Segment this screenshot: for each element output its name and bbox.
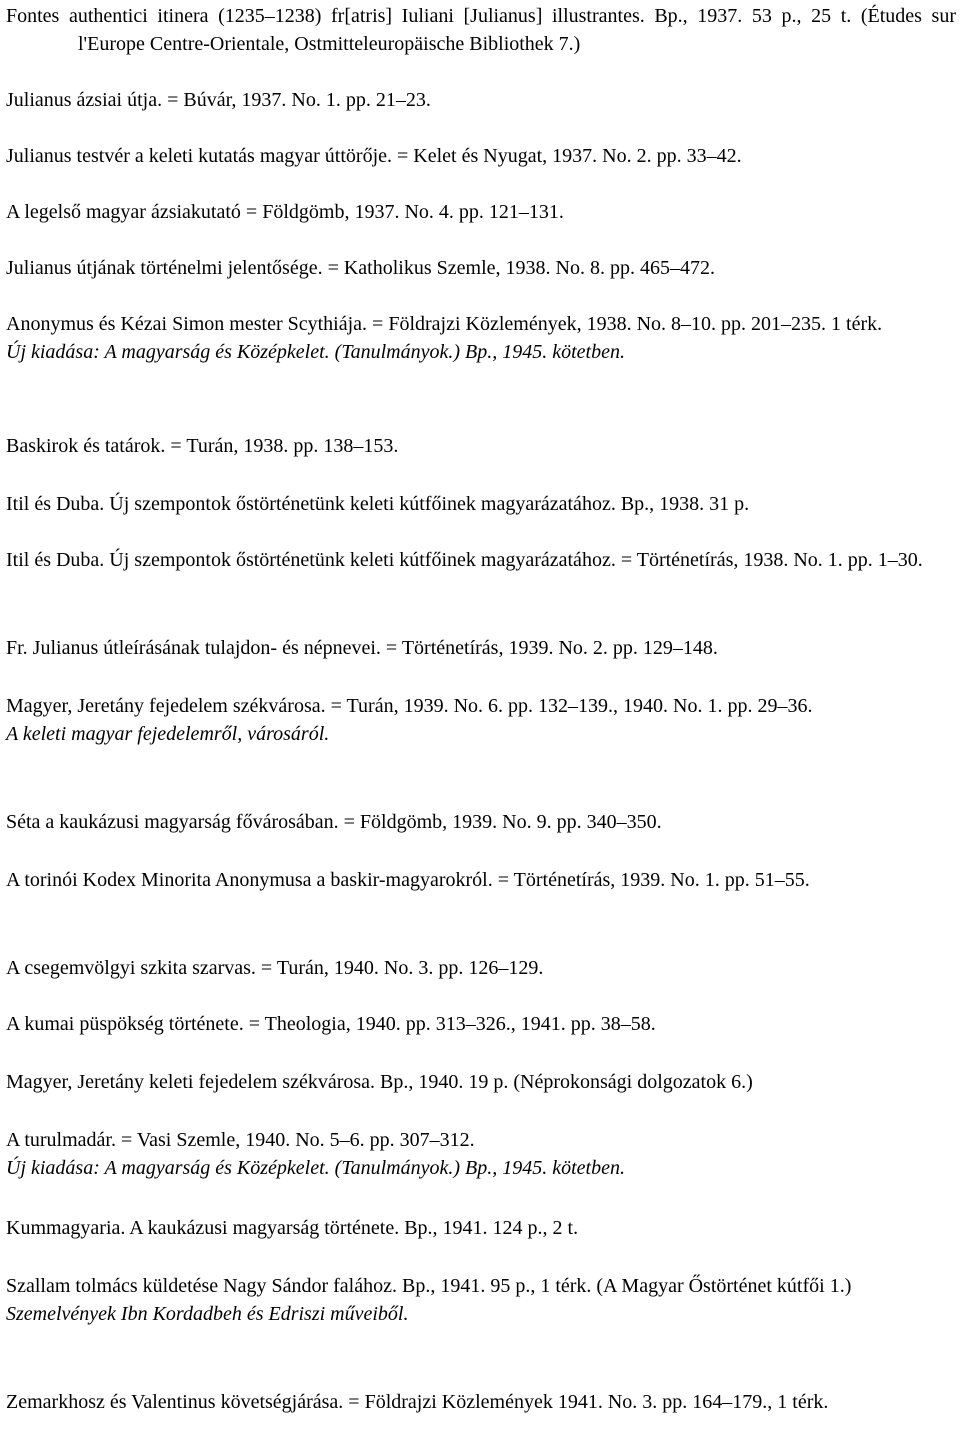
entry-text: Kummagyaria. A kaukázusi magyarság története. Bp., 1941. 124 p., 2 t. (6, 1217, 579, 1239)
entry-note: Új kiadása: A magyarság és Középkelet. (Tanulmányok.) Bp., 1945. kötetben. (6, 341, 625, 363)
entry-text: A kumai püspökség története. = Theologia, 1940. pp. 313–326., 1941. pp. 38–58. (6, 1013, 656, 1035)
entry-note: A keleti magyar fejedelemről, városáról. (6, 723, 330, 745)
entry-note: Új kiadása: A magyarság és Középkelet. (Tanulmányok.) Bp., 1945. kötetben. (6, 1157, 625, 1179)
entry-text: Séta a kaukázusi magyarság fővárosában. = Földgömb, 1939. No. 9. pp. 340–350. (6, 811, 662, 833)
bibliography-entry (6, 1126, 956, 1182)
bibliography-entry (6, 86, 956, 114)
bibliography-entry (6, 1214, 956, 1242)
bibliography-entry (6, 954, 956, 982)
entry-text: A turulmadár. = Vasi Szemle, 1940. No. 5–6. pp. 307–312. (6, 1129, 475, 1151)
bibliography-entry (6, 1010, 956, 1038)
entry-text: Anonymus és Kézai Simon mester Scythiája. = Földrajzi Közlemények, 1938. No. 8–10. pp. 201–235. 1 térk. (6, 313, 883, 335)
bibliography-entry (6, 310, 956, 366)
bibliography-entry (6, 432, 956, 460)
bibliography-entry (6, 866, 956, 894)
entry-text: Julianus ázsiai útja. = Búvár, 1937. No. 1. pp. 21–23. (6, 89, 431, 111)
bibliography-entry (6, 546, 956, 574)
entry-text: A torinói Kodex Minorita Anonymusa a baskir-magyarokról. = Történetírás, 1939. No. 1. pp. 51–55. (6, 869, 810, 891)
bibliography-entry (6, 490, 956, 518)
bibliography-entry (6, 808, 956, 836)
entry-text: Fr. Julianus útleírásának tulajdon- és népnevei. = Történetírás, 1939. No. 2. pp. 129–148. (6, 637, 718, 659)
bibliography-entry (6, 1068, 956, 1096)
bibliography-entry (6, 198, 956, 226)
entry-text: Zemarkhosz és Valentinus követségjárása. = Földrajzi Közlemények 1941. No. 3. pp. 164–179., 1 térk. (6, 1391, 829, 1413)
bibliography-entry (6, 634, 956, 662)
entry-note: Szemelvények Ibn Kordadbeh és Edriszi műveiből. (6, 1303, 409, 1325)
entry-text: Szallam tolmács küldetése Nagy Sándor falához. Bp., 1941. 95 p., 1 térk. (A Magyar Őstörténet kútfői 1.) (6, 1275, 852, 1297)
bibliography-entry (6, 1272, 956, 1328)
entry-text: A csegemvölgyi szkita szarvas. = Turán, 1940. No. 3. pp. 126–129. (6, 957, 544, 979)
bibliography-entry (6, 254, 956, 282)
bibliography-entry (6, 142, 956, 170)
entry-text: Magyer, Jeretány keleti fejedelem székvárosa. Bp., 1940. 19 p. (Néprokonsági dolgozatok 6.) (6, 1071, 753, 1093)
entry-text: Julianus útjának történelmi jelentősége. = Katholikus Szemle, 1938. No. 8. pp. 465–472. (6, 257, 715, 279)
entry-text: Fontes authentici itinera (1235–1238) fr[atris] Iuliani [Julianus] illustrantes. Bp., 1937. 53 p., 25 t. (Études sur l'Europe Centre-Orientale, Ostmitteleuropäische Bibliothek 7.) (6, 5, 956, 55)
entry-text: Julianus testvér a keleti kutatás magyar úttörője. = Kelet és Nyugat, 1937. No. 2. pp. 33–42. (6, 145, 742, 167)
entry-text: A legelső magyar ázsiakutató = Földgömb, 1937. No. 4. pp. 121–131. (6, 201, 564, 223)
entry-text: Itil és Duba. Új szempontok őstörténetünk keleti kútfőinek magyarázatához. Bp., 1938. 31 p. (6, 493, 750, 515)
entry-text: Baskirok és tatárok. = Turán, 1938. pp. 138–153. (6, 435, 399, 457)
bibliography-entry (6, 1388, 956, 1416)
entry-text: Itil és Duba. Új szempontok őstörténetünk keleti kútfőinek magyarázatához. = Történetírás, 1938. No. 1. pp. 1–30. (6, 549, 923, 571)
entry-text: Magyer, Jeretány fejedelem székvárosa. = Turán, 1939. No. 6. pp. 132–139., 1940. No. 1. pp. 29–36. (6, 695, 813, 717)
bibliography-entry (6, 692, 956, 748)
bibliography-entry (6, 2, 956, 58)
